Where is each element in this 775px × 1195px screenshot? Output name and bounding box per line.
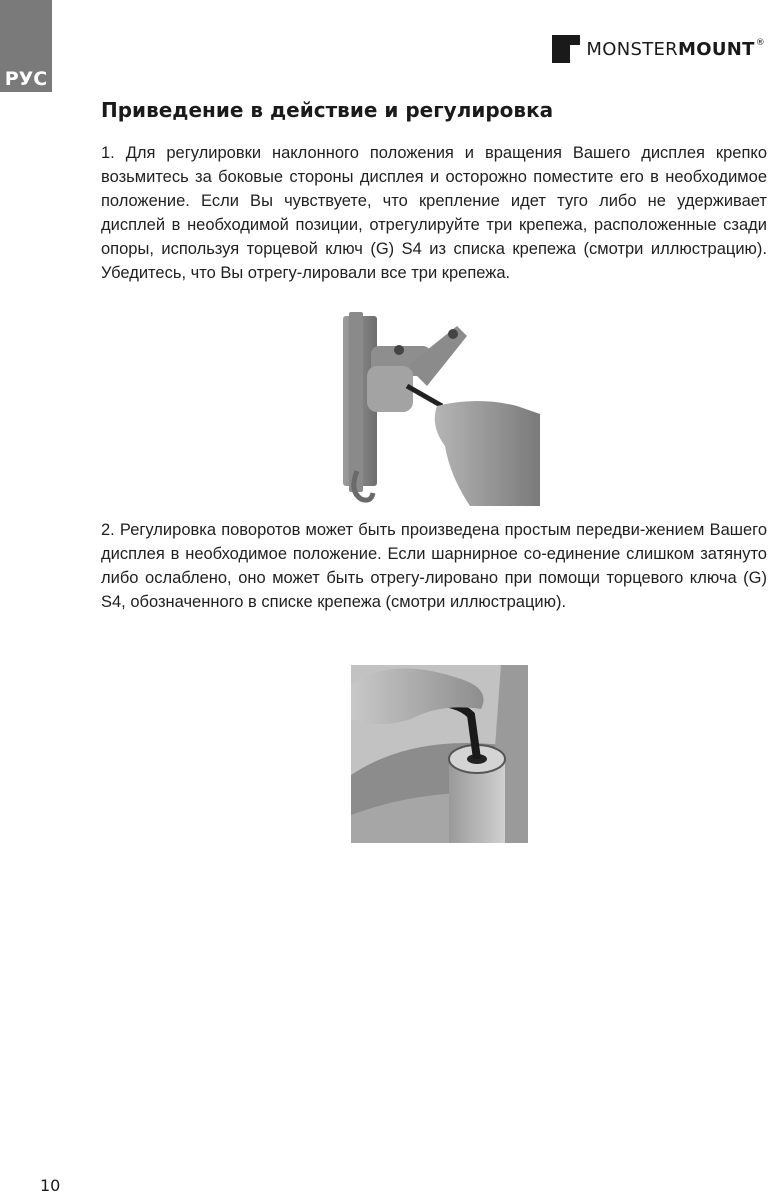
- monstermount-logo-icon: [552, 35, 580, 63]
- instruction-paragraph-2: 2. Регулировка поворотов может быть произведена простым передви-жением Вашего дисплея в необходимое положение. Если шарнирное со-единение слишком затянуто либо ослаблено, оно может быть отрегу-лировано при помощи торцевого ключа (G) S4, обозначенного в списке крепежа (смотри иллюстрацию).: [101, 521, 767, 611]
- logo-word-bold: MOUNT: [678, 38, 755, 60]
- logo-word-light: MONSTER: [586, 38, 678, 60]
- logo-wordmark: [586, 39, 765, 60]
- language-tab-label: РУС: [4, 68, 48, 90]
- instruction-paragraph-1: 1. Для регулировки наклонного положения и вращения Вашего дисплея крепко возьмитесь за боковые стороны дисплея и осторожно поместите его в необходимое положение. Если Вы чувствуете, что крепление идет туго либо не удерживает дисплей в необходимой позиции, отрегулируйте три крепежа, расположенные сзади опоры, используя торцевой ключ (G) S4 из списка крепежа (смотри иллюстрацию). Убедитесь, что Вы отрегу-лировали все три крепежа.: [101, 144, 767, 282]
- swivel-adjustment-photo: [351, 665, 528, 843]
- tilt-adjustment-photo: [337, 306, 540, 506]
- logo-registered-mark: ®: [755, 37, 765, 48]
- section-title: Приведение в действие и регулировка: [101, 98, 554, 122]
- page-number: 10: [40, 1176, 61, 1195]
- language-tab: [0, 0, 52, 92]
- brand-logo: [552, 34, 765, 64]
